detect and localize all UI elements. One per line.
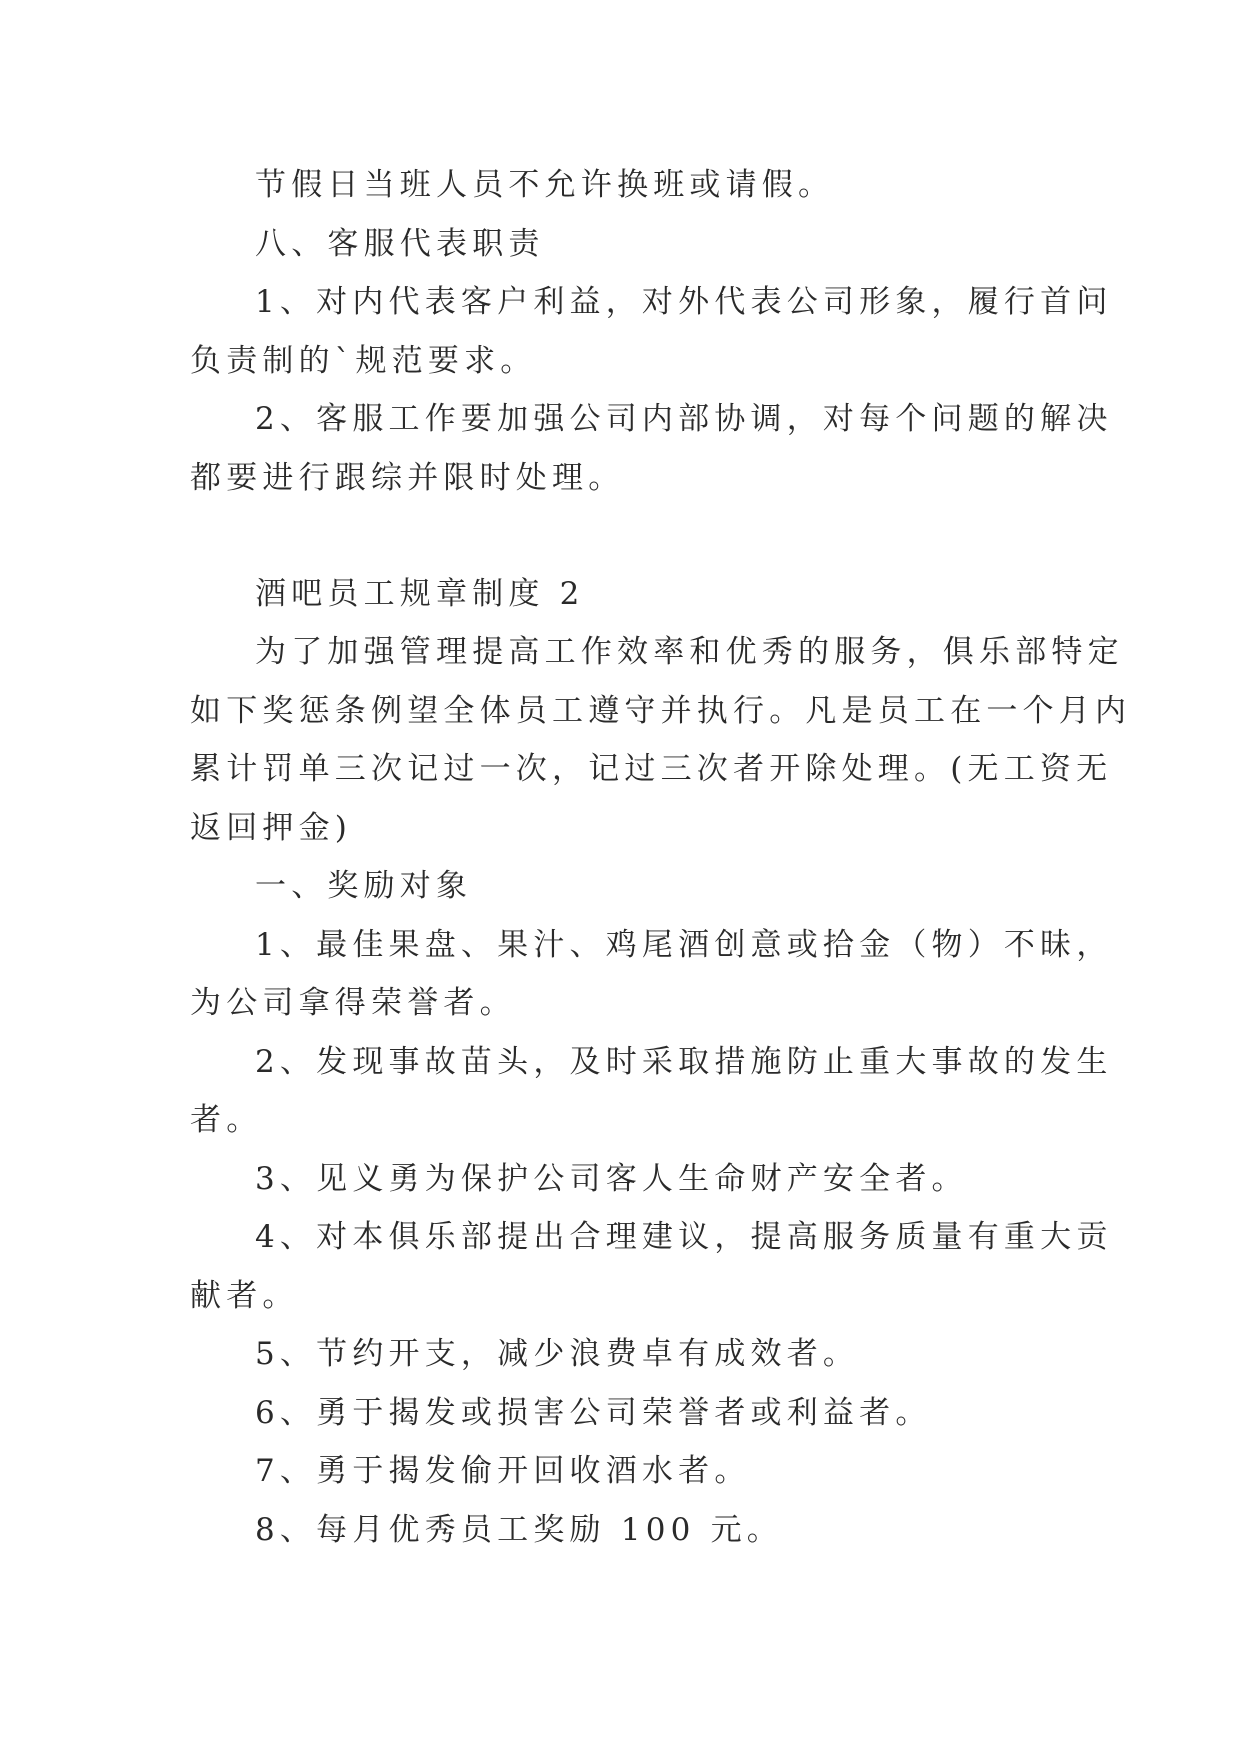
paragraph-line: 节假日当班人员不允许换班或请假。 bbox=[255, 167, 835, 203]
list-item-line: 1、最佳果盘、果汁、鸡尾酒创意或拾金（物）不昧， bbox=[255, 927, 1113, 963]
list-item-line: 1、对内代表客户利益，对外代表公司形象，履行首问 bbox=[255, 284, 1113, 320]
list-item: 6、勇于揭发或损害公司荣誉者或利益者。 bbox=[255, 1395, 932, 1431]
list-item-line: 2、客服工作要加强公司内部协调，对每个问题的解决 bbox=[255, 401, 1113, 437]
document-title: 酒吧员工规章制度 2 bbox=[255, 576, 585, 612]
section-heading: 八、客服代表职责 bbox=[255, 226, 545, 262]
list-item: 5、节约开支，减少浪费卓有成效者。 bbox=[255, 1336, 860, 1372]
list-item-line: 献者。 bbox=[190, 1278, 299, 1314]
intro-paragraph-line: 累计罚单三次记过一次，记过三次者开除处理。(无工资无 bbox=[190, 751, 1113, 787]
list-item-line: 负责制的`规范要求。 bbox=[190, 343, 537, 379]
list-item-line: 都要进行跟综并限时处理。 bbox=[190, 460, 625, 496]
section-heading: 一、奖励对象 bbox=[255, 868, 473, 904]
list-item-line: 4、对本俱乐部提出合理建议，提高服务质量有重大贡 bbox=[255, 1219, 1113, 1255]
list-item: 7、勇于揭发偷开回收酒水者。 bbox=[255, 1453, 751, 1489]
intro-paragraph-line: 为了加强管理提高工作效率和优秀的服务，俱乐部特定 bbox=[255, 634, 1124, 670]
list-item-line: 2、发现事故苗头，及时采取措施防止重大事故的发生 bbox=[255, 1044, 1113, 1080]
list-item: 8、每月优秀员工奖励 100 元。 bbox=[255, 1512, 783, 1548]
intro-paragraph-line: 返回押金) bbox=[190, 810, 353, 846]
list-item-line: 为公司拿得荣誉者。 bbox=[190, 985, 516, 1021]
intro-paragraph-line: 如下奖惩条例望全体员工遵守并执行。凡是员工在一个月内 bbox=[190, 693, 1132, 729]
list-item: 3、见义勇为保护公司客人生命财产安全者。 bbox=[255, 1161, 968, 1197]
list-item-line: 者。 bbox=[190, 1102, 263, 1138]
